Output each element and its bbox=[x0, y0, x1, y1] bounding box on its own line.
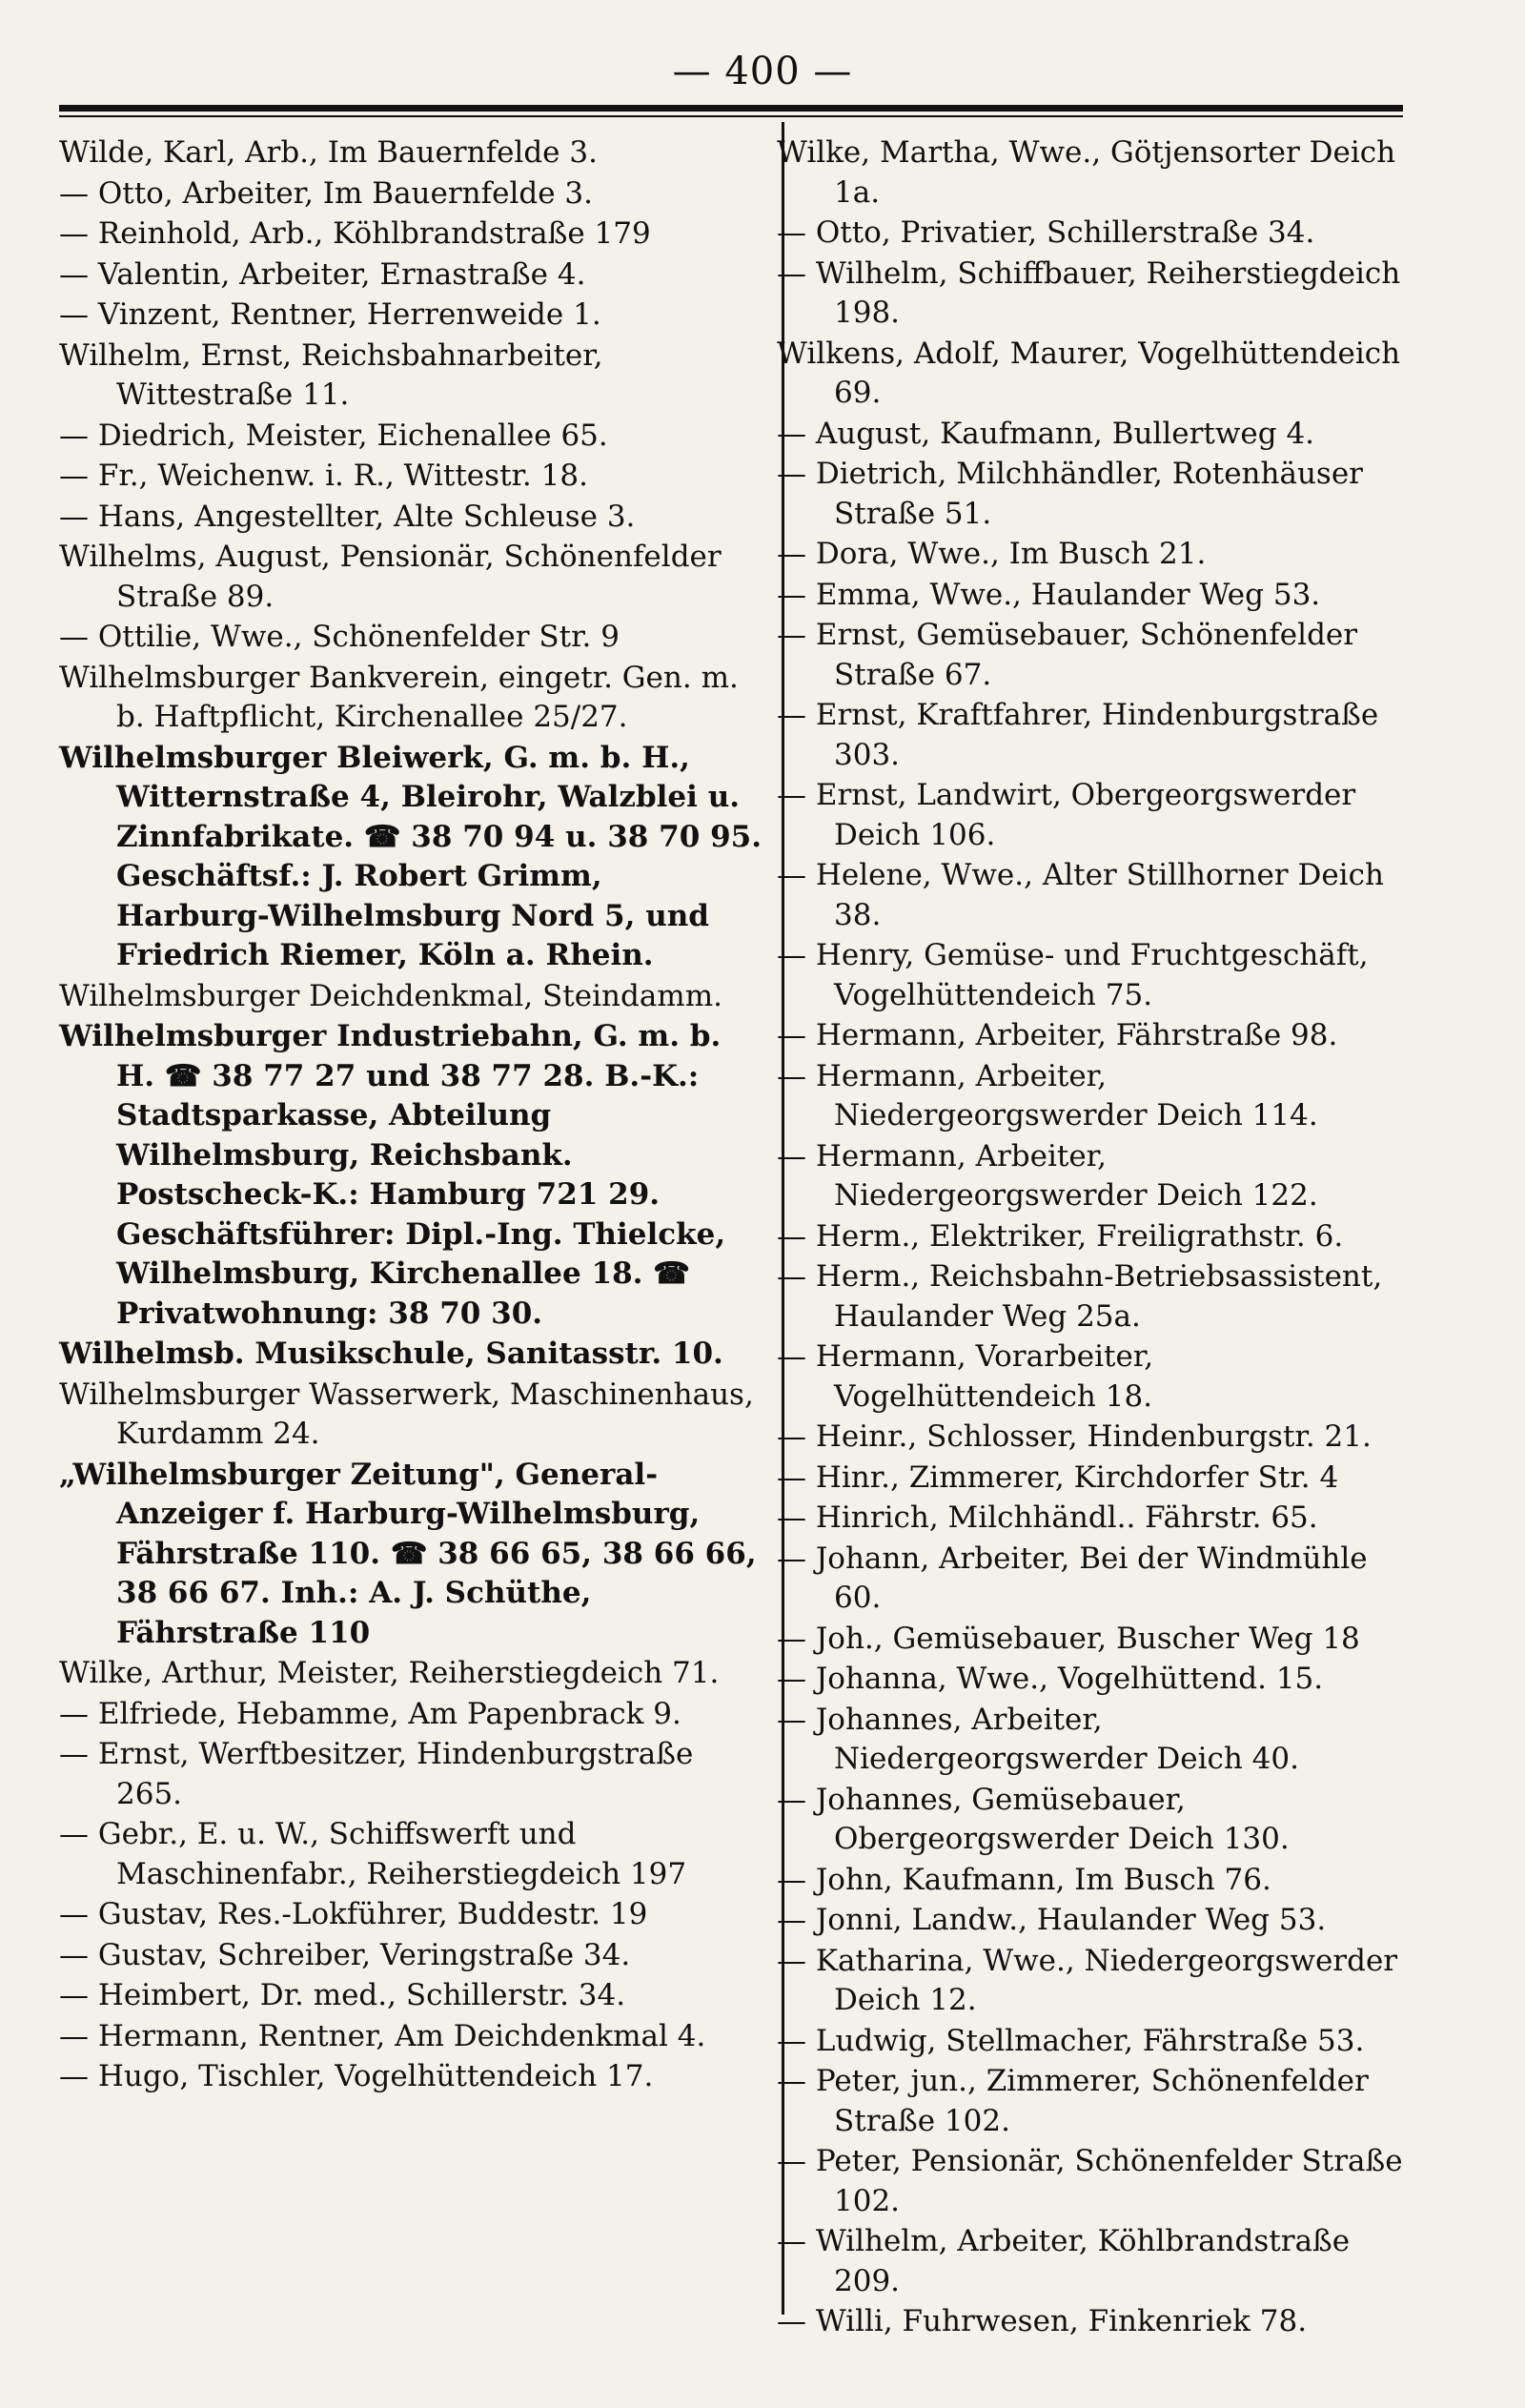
directory-entry: — Dora, Wwe., Im Busch 21. bbox=[777, 537, 1207, 571]
directory-entry: — Ludwig, Stellmacher, Fährstraße 53. bbox=[777, 2023, 1365, 2058]
directory-entry: — Fr., Weichenw. i. R., Wittestr. 18. bbox=[59, 459, 588, 493]
directory-entry: — Katharina, Wwe., Niedergeorgswerder Deich 12. bbox=[777, 1943, 1398, 2017]
directory-entry: Wilhelmsburger Deichdenkmal, Steindamm. bbox=[59, 978, 722, 1013]
directory-entry: — Willi, Fuhrwesen, Finkenriek 78. bbox=[777, 2304, 1308, 2338]
directory-entry: — Hinrich, Milchhändl.. Fährstr. 65. bbox=[777, 1500, 1318, 1535]
directory-entry: — Hermann, Arbeiter, Fährstraße 98. bbox=[777, 1018, 1338, 1052]
header-rule-thin bbox=[59, 115, 1403, 117]
directory-entry: — Hinr., Zimmerer, Kirchdorfer Str. 4 bbox=[777, 1459, 1339, 1495]
directory-entry: — Jonni, Landw., Haulander Weg 53. bbox=[777, 1903, 1327, 1937]
directory-entry: — August, Kaufmann, Bullertweg 4. bbox=[777, 416, 1315, 451]
directory-entry: — Herm., Reichsbahn-Betriebsassistent, Haulander Weg 25a. bbox=[777, 1259, 1383, 1334]
directory-entry: — Hermann, Arbeiter, Niedergeorgswerder Deich 122. bbox=[777, 1138, 1318, 1213]
directory-entry: — Wilhelm, Schiffbauer, Reiherstiegdeich 198. bbox=[777, 255, 1401, 330]
directory-entry: — Dietrich, Milchhändler, Rotenhäuser Straße 51. bbox=[777, 457, 1363, 531]
directory-entry: — Diedrich, Meister, Eichenallee 65. bbox=[59, 418, 608, 453]
directory-entry: — John, Kaufmann, Im Busch 76. bbox=[777, 1862, 1271, 1897]
directory-entry: — Hugo, Tischler, Vogelhüttendeich 17. bbox=[59, 2059, 654, 2093]
directory-entry: — Hermann, Arbeiter, Niedergeorgswerder Deich 114. bbox=[777, 1058, 1318, 1133]
directory-entry: — Herm., Elektriker, Freiligrathstr. 6. bbox=[777, 1218, 1344, 1254]
directory-entry: — Hans, Angestellter, Alte Schleuse 3. bbox=[59, 499, 636, 534]
directory-entry: — Hermann, Vorarbeiter, Vogelhüttendeich 18. bbox=[777, 1339, 1154, 1414]
directory-entry: — Otto, Privatier, Schillerstraße 34. bbox=[777, 215, 1315, 250]
directory-entry: — Gebr., E. u. W., Schiffswerft und Maschinenfabr., Reiherstiegdeich 197 bbox=[59, 1817, 687, 1891]
directory-entry: Wilhelmsburger Bankverein, eingetr. Gen. m. b. Haftpflicht, Kirchenallee 25/27. bbox=[59, 660, 739, 734]
directory-entry: — Joh., Gemüsebauer, Buscher Weg 18 bbox=[777, 1621, 1360, 1656]
directory-entry: — Reinhold, Arb., Köhlbrandstraße 179 bbox=[59, 216, 651, 251]
header-rule bbox=[59, 105, 1403, 112]
directory-entry: — Vinzent, Rentner, Herrenweide 1. bbox=[59, 297, 601, 332]
directory-entry: — Johann, Arbeiter, Bei der Windmühle 60. bbox=[777, 1541, 1368, 1615]
directory-entry: — Johannes, Gemüsebauer, Obergeorgswerder Deich 130. bbox=[777, 1782, 1290, 1856]
directory-entry: — Elfriede, Hebamme, Am Papenbrack 9. bbox=[59, 1696, 681, 1731]
directory-entry: — Ernst, Landwirt, Obergeorgswerder Deich 106. bbox=[777, 778, 1356, 852]
directory-entry: — Hermann, Rentner, Am Deichdenkmal 4. bbox=[59, 2018, 706, 2053]
directory-entry: — Gustav, Schreiber, Veringstraße 34. bbox=[59, 1937, 631, 1972]
directory-entry: — Ernst, Kraftfahrer, Hindenburgstraße 303. bbox=[777, 698, 1379, 772]
directory-entry: — Peter, jun., Zimmerer, Schönenfelder Straße 102. bbox=[777, 2064, 1369, 2138]
directory-entry: — Wilhelm, Arbeiter, Köhlbrandstraße 209. bbox=[777, 2224, 1351, 2298]
directory-entry: Wilhelms, August, Pensionär, Schönenfelder Straße 89. bbox=[59, 540, 722, 614]
directory-entry: — Otto, Arbeiter, Im Bauernfelde 3. bbox=[59, 175, 593, 211]
directory-entry: Wilkens, Adolf, Maurer, Vogelhüttendeich 69. bbox=[777, 336, 1401, 410]
directory-entry: — Ernst, Gemüsebauer, Schönenfelder Straße 67. bbox=[777, 618, 1358, 692]
directory-entry: — Heinr., Schlosser, Hindenburgstr. 21. bbox=[777, 1419, 1372, 1454]
directory-entry: Wilhelmsburger Bleiwerk, G. m. b. H., Witternstraße 4, Bleirohr, Walzblei u. Zinnfabrikate. ☎ 38 70 94 u. 38 70 95. Geschäftsf.: J. Robert Grimm, Harburg-Wilhelmsburg Nord 5, und Friedrich Riemer, Köln a. Rhein. bbox=[59, 740, 762, 972]
directory-entry: — Ernst, Werftbesitzer, Hindenburgstraße 265. bbox=[59, 1737, 694, 1811]
left-column bbox=[59, 133, 764, 2098]
directory-entry: — Heimbert, Dr. med., Schillerstr. 34. bbox=[59, 1978, 626, 2012]
directory-entry: — Johanna, Wwe., Vogelhüttend. 15. bbox=[777, 1662, 1324, 1696]
directory-entry: Wilhelmsburger Wasserwerk, Maschinenhaus, Kurdamm 24. bbox=[59, 1377, 754, 1451]
directory-entry: — Henry, Gemüse- und Fruchtgeschäft, Vogelhüttendeich 75. bbox=[777, 938, 1369, 1012]
directory-entry: — Helene, Wwe., Alter Stillhorner Deich 38. bbox=[777, 858, 1384, 932]
directory-entry: — Emma, Wwe., Haulander Weg 53. bbox=[777, 577, 1321, 612]
directory-entry: — Gustav, Res.-Lokführer, Buddestr. 19 bbox=[59, 1897, 648, 1931]
directory-entry: Wilde, Karl, Arb., Im Bauernfelde 3. bbox=[59, 135, 598, 170]
directory-entry: — Peter, Pensionär, Schönenfelder Straße 102. bbox=[777, 2144, 1403, 2218]
directory-entry: — Johannes, Arbeiter, Niedergeorgswerder Deich 40. bbox=[777, 1702, 1299, 1776]
directory-entry: Wilhelm, Ernst, Reichsbahnarbeiter, Wittestraße 11. bbox=[59, 337, 603, 412]
directory-entry: Wilhelmsb. Musikschule, Sanitasstr. 10. bbox=[59, 1337, 723, 1371]
directory-entry: Wilke, Arthur, Meister, Reiherstiegdeich 71. bbox=[59, 1656, 720, 1690]
directory-entry: Wilke, Martha, Wwe., Götjensorter Deich 1a. bbox=[777, 135, 1396, 210]
directory-entry: „Wilhelmsburger Zeitung", General-Anzeiger f. Harburg-Wilhelmsburg, Fährstraße 110. ☎ 38 66 65, 38 66 66, 38 66 67. Inh.: A. J. Schüthe, Fährstraße 110 bbox=[59, 1457, 757, 1650]
directory-entry: Wilhelmsburger Industriebahn, G. m. b. H. ☎ 38 77 27 und 38 77 28. B.-K.: Stadtsparkasse, Abteilung Wilhelmsburg, Reichsbank. Postscheck-K.: Hamburg 721 29. Geschäftsführer: Dipl.-Ing. Thielcke, Wilhelmsburg, Kirchenallee 18. ☎ Privatwohnung: 38 70 30. bbox=[59, 1019, 726, 1331]
directory-entry: — Ottilie, Wwe., Schönenfelder Str. 9 bbox=[59, 620, 620, 654]
directory-entry: — Valentin, Arbeiter, Ernastraße 4. bbox=[59, 256, 586, 292]
page-number: — 400 — bbox=[672, 50, 853, 93]
right-column bbox=[777, 133, 1411, 2343]
